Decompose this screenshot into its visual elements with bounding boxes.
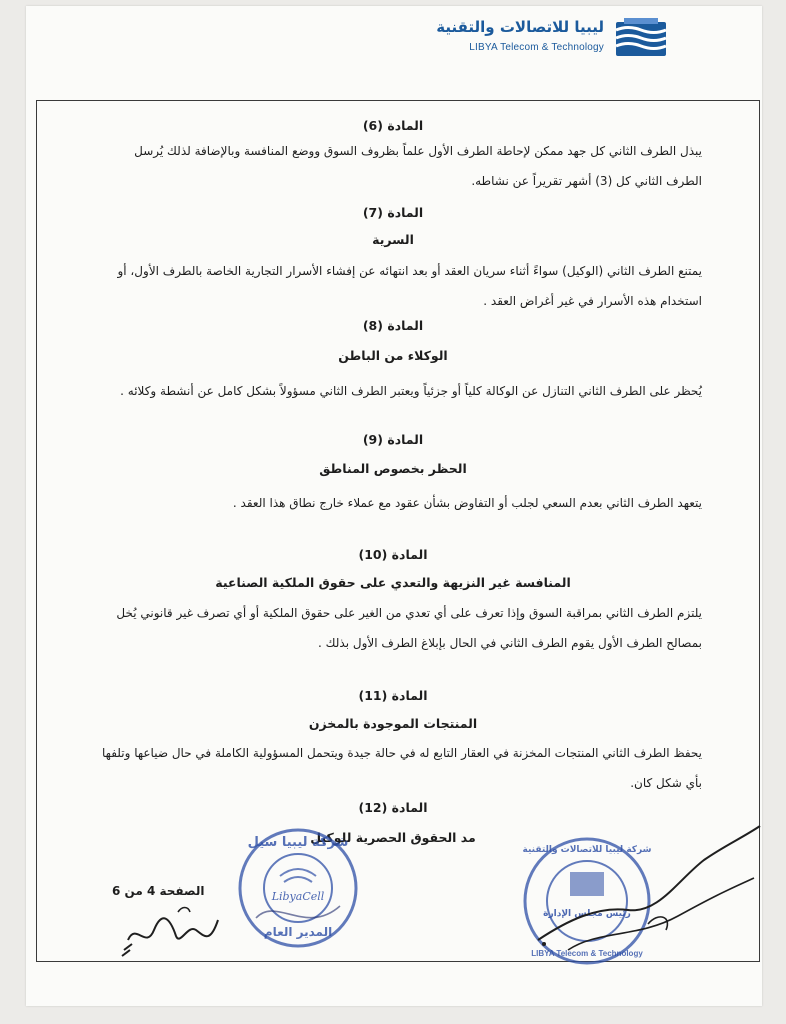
article-10-number: المادة (10) — [358, 547, 428, 562]
ltt-stamp-ring: شركة ليبيا للاتصالات والتقنية — [522, 845, 652, 855]
libyacell-stamp-ring: شركة ليبيا سيل — [247, 835, 349, 850]
article-7-title: السرية — [372, 232, 414, 247]
article-9-number: المادة (9) — [362, 432, 424, 447]
right-signature-icon — [528, 820, 778, 970]
article-8-title: الوكلاء من الباطن — [338, 348, 448, 363]
article-7-text: يمتنع الطرف الثاني (الوكيل) سواءً أثناء سريان العقد أو بعد انتهائه عن إفشاء الأسرار التجارية الخاصة بالطرف الأول، أو استخدام هذه الأسرار في غير أغراض العقد . — [117, 264, 702, 308]
libyacell-stamp-bottom: المدير العام — [263, 925, 333, 939]
ltt-stamp-bottom: LIBYA Telecom & Technology — [531, 949, 643, 958]
article-9-text: يتعهد الطرف الثاني بعدم السعي لجلب أو التفاوض بشأن عقود مع عملاء خارج نطاق هذا العقد . — [232, 496, 702, 510]
article-8-number: المادة (8) — [362, 318, 424, 333]
article-10-text: يلتزم الطرف الثاني بمراقبة السوق وإذا تعرف على أي تعدي من الغير على حقوق الملكية أو أي تصرف غير قانوني يُخل بمصالح الطرف الأول يقوم الطرف الثاني في الحال بإبلاغ الطرف الأول بذلك . — [116, 606, 702, 650]
brand-english-name: LIBYA Telecom & Technology — [469, 42, 604, 53]
article-12-title: مد الحقوق الحصرية للوكيل — [310, 830, 476, 845]
article-7-number: المادة (7) — [362, 205, 424, 220]
article-6-number: المادة (6) — [362, 118, 424, 133]
page-number: الصفحة 4 من 6 — [112, 884, 205, 898]
left-signature-icon — [118, 900, 228, 960]
article-8-text: يُحظر على الطرف الثاني التنازل عن الوكالة كلياً أو جزئياً ويعتبر الطرف الثاني مسؤولاً بشكل كامل عن أنشطة وكلائه . — [120, 384, 702, 398]
article-11-number: المادة (11) — [358, 688, 428, 703]
article-11-text: يحفظ الطرف الثاني المنتجات المخزنة في العقار التابع له في حالة جيدة ويتحمل المسؤولية الكاملة في حال ضياعها وتلفها بأي شكل كان. — [102, 746, 702, 790]
brand-arabic-name: ليبيا للاتصالات والتقنية — [436, 18, 604, 36]
ltt-stamp-center: رئيس مجلس الإدارة — [543, 909, 631, 919]
article-11-title: المنتجات الموجودة بالمخزن — [308, 716, 478, 731]
libyacell-stamp-icon — [236, 826, 360, 950]
article-10-title: المنافسة غير النزيهة والتعدي على حقوق الملكية الصناعية — [215, 575, 571, 590]
libyacell-stamp-center: LibyaCell — [271, 890, 325, 903]
article-9-title: الحظر بخصوص المناطق — [319, 461, 467, 476]
article-6-text: يبذل الطرف الثاني كل جهد ممكن لإحاطة الطرف الأول علماً بظروف السوق ووضع المنافسة وبالإضافة لذلك يُرسل الطرف الثاني كل (3) أشهر تقريراً عن نشاطه. — [134, 144, 702, 188]
article-12-number: المادة (12) — [358, 800, 428, 815]
